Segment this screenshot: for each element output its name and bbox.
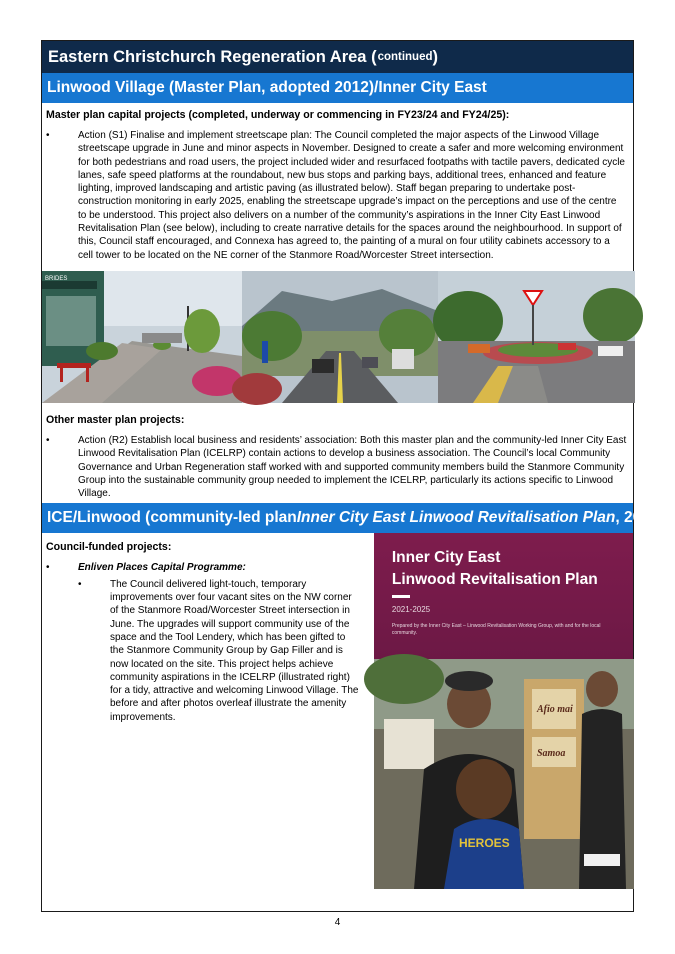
section-title: Linwood Village (Master Plan, adopted 2012)/Inner City East — [47, 79, 487, 96]
list-item — [42, 434, 633, 500]
ice-linwood-content — [42, 533, 633, 889]
region-title: Eastern Christchurch Regeneration Area ( — [48, 47, 377, 66]
cover-title — [392, 547, 598, 591]
bullet-icon: • — [46, 434, 50, 446]
region-title-close: ) — [432, 47, 439, 66]
photo-street — [242, 271, 438, 403]
cover-sign-afio: Afio mai — [536, 704, 573, 716]
region-title-continued: continued — [377, 51, 433, 63]
section-header-linwood-village — [42, 73, 633, 103]
cover-photo — [374, 659, 634, 889]
list-item — [42, 578, 374, 724]
bullet-icon: • — [46, 562, 50, 574]
bullet-icon: • — [78, 578, 82, 590]
cover-shirt-text: HEROES — [458, 836, 510, 851]
photo-footpath — [42, 271, 242, 403]
programme-title: Enliven Places Capital Programme: — [78, 562, 246, 574]
action-s1-text: Action (S1) Finalise and implement streetscape plan: The Council completed the major aspects of the Linwood Village streetscape upgrade in June and minor aspects in November. Designed to create a safer and more welcoming environment for both pedestrians and road users, the project included wider and resurfaced footpaths with tactile pavers, dedicated cycle lanes, safe speed platforms at the roundabout, new bus stops and parking bays, additional trees, enhanced and feature lighting, improved landscaping and artistic paving (as illustrated below). Staff began preparing to undertake post-construction monitoring in early 2025, enabling the streetscape upgrade’s impact on the perceptions and use of the centre to be understood. This project also delivers on a number of the community’s aspirations in the Inner City East Linwood Revitalisation Plan (see below), including to create narrative details for the spaces around the neighbourhood. In support of this, Council staff encouraged, and Connexa has agreed to, the painting of a mural on four utility cabinets accessory to a cell tower to be located on the NE corner of the Stanmore Road/Worcester Street intersection. — [78, 130, 625, 261]
action-r2-text: Action (R2) Establish local business and residents’ association: Both this master plan and the community-led Inner City East Linwood Revitalisation Plan (ICELRP) contain actions to develop a business association. The Council’s local Community Governance and Urban Regeneration staff worked with and supported community members build the Stanmore Community Group into the sustainable community group needed to implement the ICELRP, particularly its actions specific to Linwood Village. — [78, 434, 627, 500]
cover-title-line2: Linwood Revitalisation Plan — [391, 571, 598, 589]
list-item — [42, 561, 374, 574]
capital-projects-heading: Master plan capital projects (completed, underway or commencing in FY23/24 and FY24/25): — [46, 109, 510, 121]
section-header-ice-linwood — [42, 503, 664, 533]
cover-rule — [392, 595, 410, 598]
section2-title-italic: Inner City East Linwood Revitalisation Plan — [296, 509, 616, 527]
cover-sign-samoa: Samoa — [536, 748, 566, 760]
section2-title-prefix: ICE/Linwood (community-led plan — [47, 509, 297, 527]
council-funded-heading: Council-funded projects: — [46, 541, 172, 554]
section2-title-suffix: , 2021) — [615, 509, 664, 527]
council-funded-column — [42, 533, 374, 889]
enliven-places-text: The Council delivered light-touch, temporary improvements over four vacant sites on the NW corner of the Stanmore Road/Worcester Street intersection in June. The upgrades will support community use of the space and the Tool Lendery, which has been gifted to the Stanmore Community Group by Gap Filler and is now located on the site. This project helps achieve community aspirations in the ICELRP (illustrated right) for a tidy, attractive and welcoming Linwood Village. The before and after photos overleaf illustrate the amenity improvements. — [110, 578, 359, 723]
cover-title-line1: Inner City East — [391, 549, 501, 567]
cover-prepared: Prepared by the Inner City East – Linwood Revitalisation Working Group, with and for the local community. — [391, 623, 601, 637]
streetscape-photos — [42, 271, 633, 403]
page-frame — [41, 40, 664, 912]
other-projects-heading: Other master plan projects: — [46, 413, 185, 426]
list-item — [42, 129, 633, 262]
cover-years: 2021-2025 — [391, 605, 431, 615]
page-number: 4 — [334, 917, 341, 928]
photo-roundabout — [438, 271, 635, 403]
shop-sign: BRIDES — [45, 275, 68, 282]
revitalisation-plan-cover — [374, 533, 633, 889]
region-header — [42, 41, 633, 73]
bullet-icon: • — [46, 130, 50, 141]
